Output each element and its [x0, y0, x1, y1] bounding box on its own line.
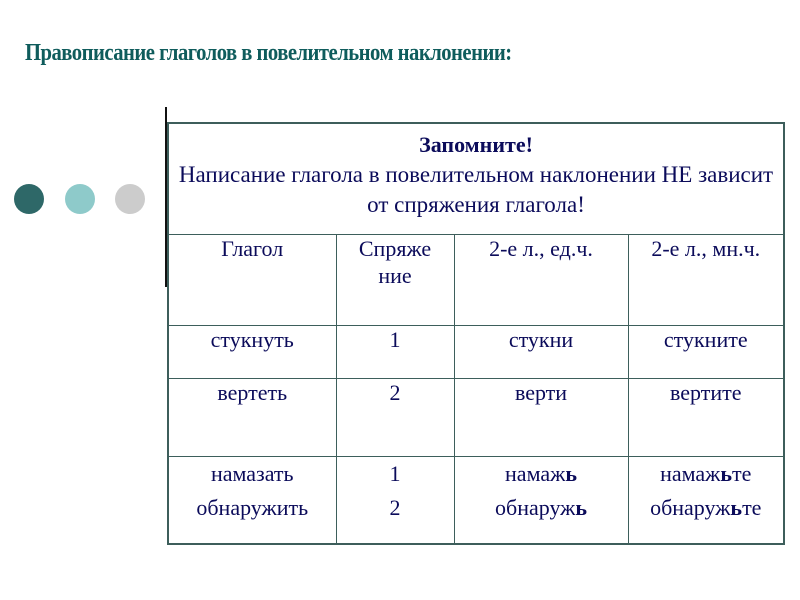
remember-row [168, 123, 784, 235]
verb-cell [168, 457, 336, 545]
word-stem: обнаруж [650, 495, 731, 520]
conjugation-header-line1: Спряже [358, 236, 432, 261]
column-header-2nd-singular: 2-е л., ед.ч. [454, 235, 628, 326]
verb-cell: вертеть [168, 379, 336, 457]
soft-sign-ending: ь [730, 495, 743, 520]
conjugation-cell [336, 457, 454, 545]
singular-cell: стукни [454, 326, 628, 379]
word-suffix: те [742, 495, 762, 520]
remember-heading: Запомните! [419, 132, 533, 157]
remember-cell [168, 123, 784, 235]
soft-sign-ending: ь [565, 461, 577, 486]
singular-line [459, 491, 624, 525]
column-header-row [168, 235, 784, 326]
conjugation-cell: 1 [336, 326, 454, 379]
singular-line [459, 457, 624, 491]
table-row [168, 379, 784, 457]
plural-line [633, 457, 780, 491]
dark-teal-dot-icon [14, 184, 44, 214]
plural-cell: стукните [628, 326, 784, 379]
column-header-verb: Глагол [168, 235, 336, 326]
conjugation-line: 2 [389, 495, 401, 520]
conjugation-header-line2: ние [378, 263, 412, 288]
column-header-conjugation [336, 235, 454, 326]
imperative-mood-table [167, 122, 785, 545]
conjugation-line: 1 [389, 461, 401, 486]
light-teal-dot-icon [65, 184, 95, 214]
verb-line: обнаружить [196, 495, 309, 520]
plural-cell [628, 457, 784, 545]
singular-cell [454, 457, 628, 545]
word-stem: намаж [660, 461, 721, 486]
word-stem: обнаруж [495, 495, 576, 520]
word-stem: намаж [505, 461, 566, 486]
table-row [168, 326, 784, 379]
singular-cell: верти [454, 379, 628, 457]
column-header-2nd-plural: 2-е л., мн.ч. [628, 235, 784, 326]
soft-sign-ending: ь [720, 461, 733, 486]
verb-cell: стукнуть [168, 326, 336, 379]
slide-title: Правописание глаголов в повелительном наклонении: [25, 40, 512, 66]
gray-dot-icon [115, 184, 145, 214]
verb-line: намазать [210, 461, 294, 486]
word-suffix: те [732, 461, 752, 486]
table-row [168, 457, 784, 545]
conjugation-cell: 2 [336, 379, 454, 457]
plural-line [633, 491, 780, 525]
remember-note: Написание глагола в повелительном наклонении НЕ зависит от спряжения глагола! [178, 162, 774, 217]
plural-cell: вертите [628, 379, 784, 457]
soft-sign-ending: ь [575, 495, 587, 520]
